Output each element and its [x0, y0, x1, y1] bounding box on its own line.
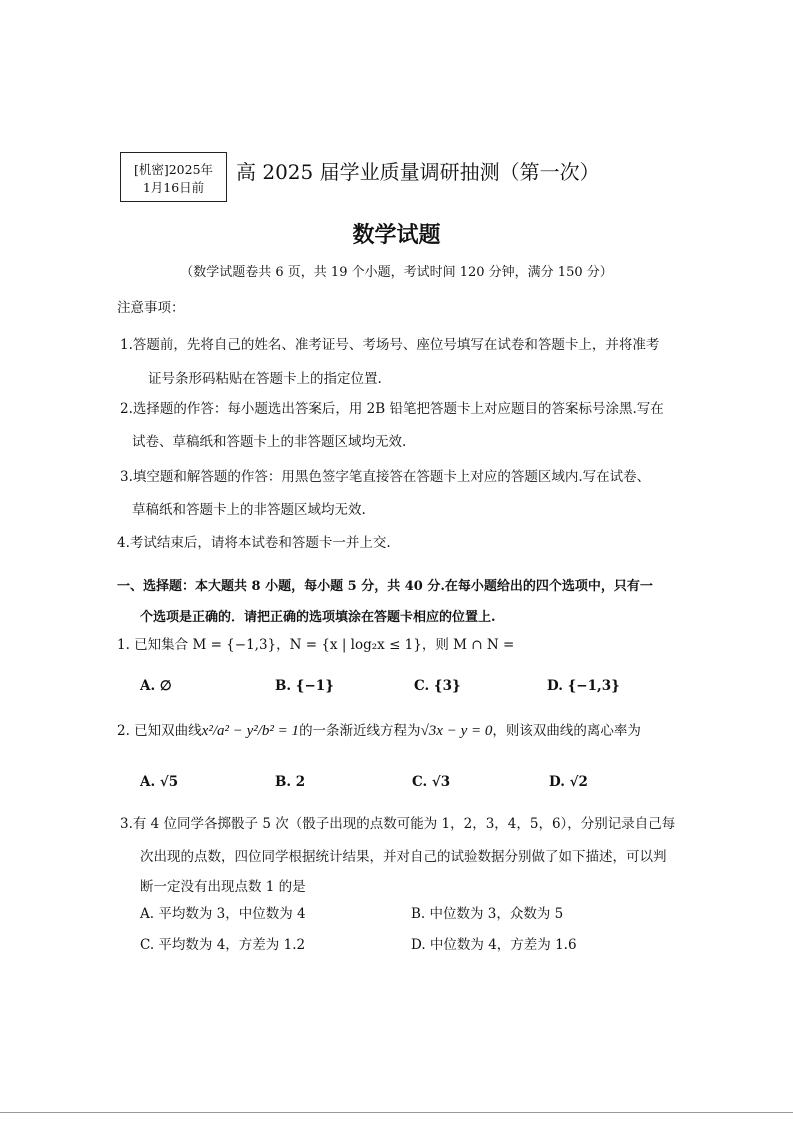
section-1-heading: 一、选择题：本大题共 8 小题，每小题 5 分，共 40 分.在每小题给出的四个选项中，只有一 — [117, 579, 653, 594]
notes-heading: 注意事项： — [117, 300, 185, 316]
question-2-stem — [117, 724, 641, 739]
note-1-cont: 证号条形码粘贴在答题卡上的指定位置. — [148, 371, 382, 387]
subject-title: 数学试题 — [352, 223, 441, 248]
question-3-stem: 3.有 4 位同学各掷骰子 5 次（骰子出现的点数可能为 1，2，3，4，5，6），分别记录自己每 — [120, 816, 676, 832]
question-1-stem: 1. 已知集合 M = {−1,3}，N = {x | log₂x ≤ 1}，则 M ∩ N = — [117, 637, 515, 653]
q2-option-b: B. 2 — [275, 774, 306, 790]
note-2: 2.选择题的作答：每小题选出答案后，用 2B 铅笔把答题卡上对应题目的答案标号涂黑.写在 — [120, 401, 664, 417]
question-3-stem-cont2: 断一定没有出现点数 1 的是 — [140, 879, 306, 895]
page-bottom-divider — [0, 1112, 793, 1113]
confidential-box — [120, 152, 227, 202]
q2-post: ，则该双曲线的离心率为 — [492, 723, 641, 739]
q1-option-d: D. {−1,3} — [547, 678, 620, 694]
section-1-heading-cont: 个选项是正确的．请把正确的选项填涂在答题卡相应的位置上. — [140, 610, 496, 625]
q2-option-d: D. √2 — [549, 774, 588, 790]
note-1: 1.答题前，先将自己的姓名、准考证号、考场号、座位号填写在试卷和答题卡上，并将准考 — [120, 337, 660, 353]
note-4: 4.考试结束后，请将本试卷和答题卡一并上交. — [117, 535, 391, 551]
q2-mid: 的一条渐近线方程为 — [299, 723, 421, 739]
secret-line2: 1月16日前 — [142, 180, 205, 196]
q2-option-a: A. √5 — [140, 774, 179, 790]
asymptote-formula: √3x − y = 0 — [420, 723, 493, 739]
q2-option-c: C. √3 — [412, 774, 451, 790]
question-3-stem-cont: 次出现的点数，四位同学根据统计结果，并对自己的试验数据分别做了如下描述，可以判 — [140, 849, 667, 865]
note-2-cont: 试卷、草稿纸和答题卡上的非答题区域均无效. — [132, 434, 407, 450]
secret-line1: [机密]2025年 — [133, 162, 214, 177]
note-3-cont: 草稿纸和答题卡上的非答题区域均无效. — [132, 502, 366, 518]
hyperbola-formula: x²/a² − y²/b² = 1 — [201, 723, 300, 739]
note-3: 3.填空题和解答题的作答：用黑色签字笔直接答在答题卡上对应的答题区域内.写在试卷、 — [120, 469, 651, 485]
subtitle: （数学试题卷共 6 页，共 19 个小题，考试时间 120 分钟，满分 150 分） — [180, 265, 613, 280]
q3-option-a: A. 平均数为 3，中位数为 4 — [140, 906, 306, 922]
q3-option-b: B. 中位数为 3，众数为 5 — [411, 906, 564, 922]
q1-option-a: A. ∅ — [140, 678, 172, 694]
q2-pre: 2. 已知双曲线 — [117, 723, 202, 739]
q1-option-b: B. {−1} — [275, 678, 334, 694]
q3-option-c: C. 平均数为 4，方差为 1.2 — [140, 937, 306, 953]
q1-option-c: C. {3} — [414, 678, 461, 694]
exam-title: 高 2025 届学业质量调研抽测（第一次） — [236, 160, 600, 184]
q3-option-d: D. 中位数为 4，方差为 1.6 — [411, 937, 577, 953]
